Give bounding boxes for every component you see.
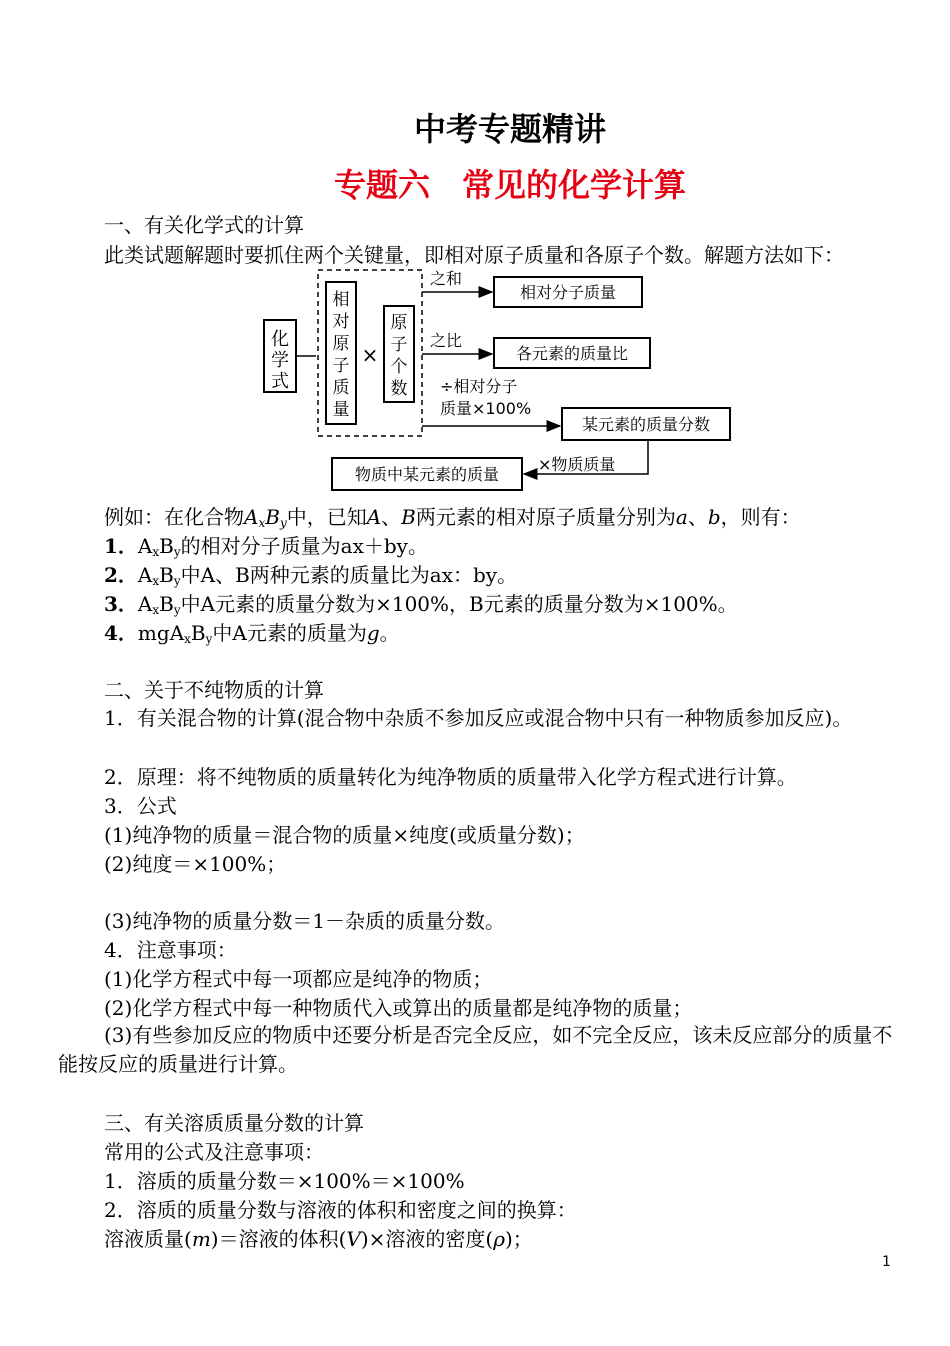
section3-p2: 2．溶质的质量分数与溶液的体积和密度之间的换算： bbox=[104, 1198, 577, 1222]
section3-heading: 三、有关溶质质量分数的计算 bbox=[104, 1111, 364, 1135]
list-item: 3．$A_xB_y$中A元素的质量分数为×100%，B元素的质量分数为×100%。 bbox=[104, 592, 738, 617]
atom-count-char: 原 bbox=[390, 313, 408, 333]
arrow-fraction-label-2: 质量×100% bbox=[440, 399, 532, 418]
atom-count-char: 子 bbox=[390, 335, 408, 355]
rel-atomic-mass-char: 原 bbox=[332, 334, 350, 354]
formula-3: (3)纯净物的质量分数＝1－杂质的质量分数。 bbox=[104, 909, 506, 933]
arrow-ratio-label: 之比 bbox=[430, 331, 463, 350]
section2-p3: 3．公式 bbox=[104, 794, 177, 818]
section3-p3: 溶液质量(m)＝溶液的体积(V)×溶液的密度(ρ)； bbox=[104, 1227, 533, 1251]
topic-title: 专题六 常见的化学计算 bbox=[333, 166, 686, 204]
section3-p1: 1．溶质的质量分数＝×100%＝×100% bbox=[104, 1169, 465, 1193]
section2-p1: 1．有关混合物的计算(混合物中杂质不参加反应或混合物中只有一种物质参加反应)。 bbox=[104, 706, 853, 730]
section2-heading: 二、关于不纯物质的计算 bbox=[104, 678, 324, 702]
section1-intro: 此类试题解题时要抓住两个关键量，即相对原子质量和各原子个数。解题方法如下： bbox=[104, 243, 844, 267]
section1-heading: 一、有关化学式的计算 bbox=[104, 213, 304, 237]
rel-atomic-mass-char: 对 bbox=[332, 312, 350, 332]
result-element-mass: 物质中某元素的质量 bbox=[354, 465, 500, 484]
chem-formula-char: 化 bbox=[271, 329, 289, 350]
section2-p4: 4．注意事项： bbox=[104, 938, 237, 962]
calculation-flow-diagram bbox=[258, 262, 738, 494]
list-item: 2．$A_xB_y$中A、B两种元素的质量比为ax：by。 bbox=[104, 563, 518, 588]
list-item: 1．$A_xB_y$的相对分子质量为ax＋by。 bbox=[104, 534, 428, 559]
list-item: 4．$mgA_xB_y$中A元素的质量为g。 bbox=[104, 621, 400, 646]
rel-atomic-mass-char: 相 bbox=[332, 290, 350, 310]
rel-atomic-mass-char: 子 bbox=[332, 356, 350, 376]
chem-formula-char: 式 bbox=[271, 371, 289, 392]
note-2: (2)化学方程式中每一种物质代入或算出的质量都是纯净物的质量； bbox=[104, 996, 693, 1020]
times-symbol: × bbox=[361, 343, 379, 367]
result-mass-ratio: 各元素的质量比 bbox=[515, 344, 629, 363]
page-number: 1 bbox=[882, 1254, 891, 1270]
formula-2: (2)纯度＝×100%； bbox=[104, 852, 287, 876]
section2-p2: 2．原理：将不纯物质的质量转化为纯净物质的质量带入化学方程式进行计算。 bbox=[104, 765, 797, 789]
rel-atomic-mass-char: 质 bbox=[332, 378, 350, 398]
arrow-sum-label: 之和 bbox=[430, 269, 463, 288]
result-rel-molecular-mass: 相对分子质量 bbox=[519, 283, 617, 302]
rel-atomic-mass-char: 量 bbox=[332, 400, 350, 420]
arrow-fraction-label-1: ÷相对分子 bbox=[440, 377, 518, 396]
arrow-element-mass-label: ×物质质量 bbox=[538, 455, 616, 474]
page-title: 中考专题精讲 bbox=[413, 110, 606, 148]
chem-formula-char: 学 bbox=[271, 350, 289, 371]
example-line: 例如：在化合物$A_xB_y$中，已知A、B两元素的相对原子质量分别为a、b，则有： bbox=[104, 505, 801, 530]
atom-count-char: 数 bbox=[390, 379, 408, 399]
atom-count-char: 个 bbox=[390, 357, 408, 377]
note-3: (3)有些参加反应的物质中还要分析是否完全反应，如不完全反应，该未反应部分的质量不能按反应的质量进行计算。 bbox=[58, 1023, 893, 1076]
note-1: (1)化学方程式中每一项都应是纯净的物质； bbox=[104, 967, 493, 991]
result-mass-fraction: 某元素的质量分数 bbox=[581, 415, 711, 434]
section3-intro: 常用的公式及注意事项： bbox=[104, 1140, 324, 1164]
formula-1: (1)纯净物的质量＝混合物的质量×纯度(或质量分数)； bbox=[104, 823, 585, 847]
